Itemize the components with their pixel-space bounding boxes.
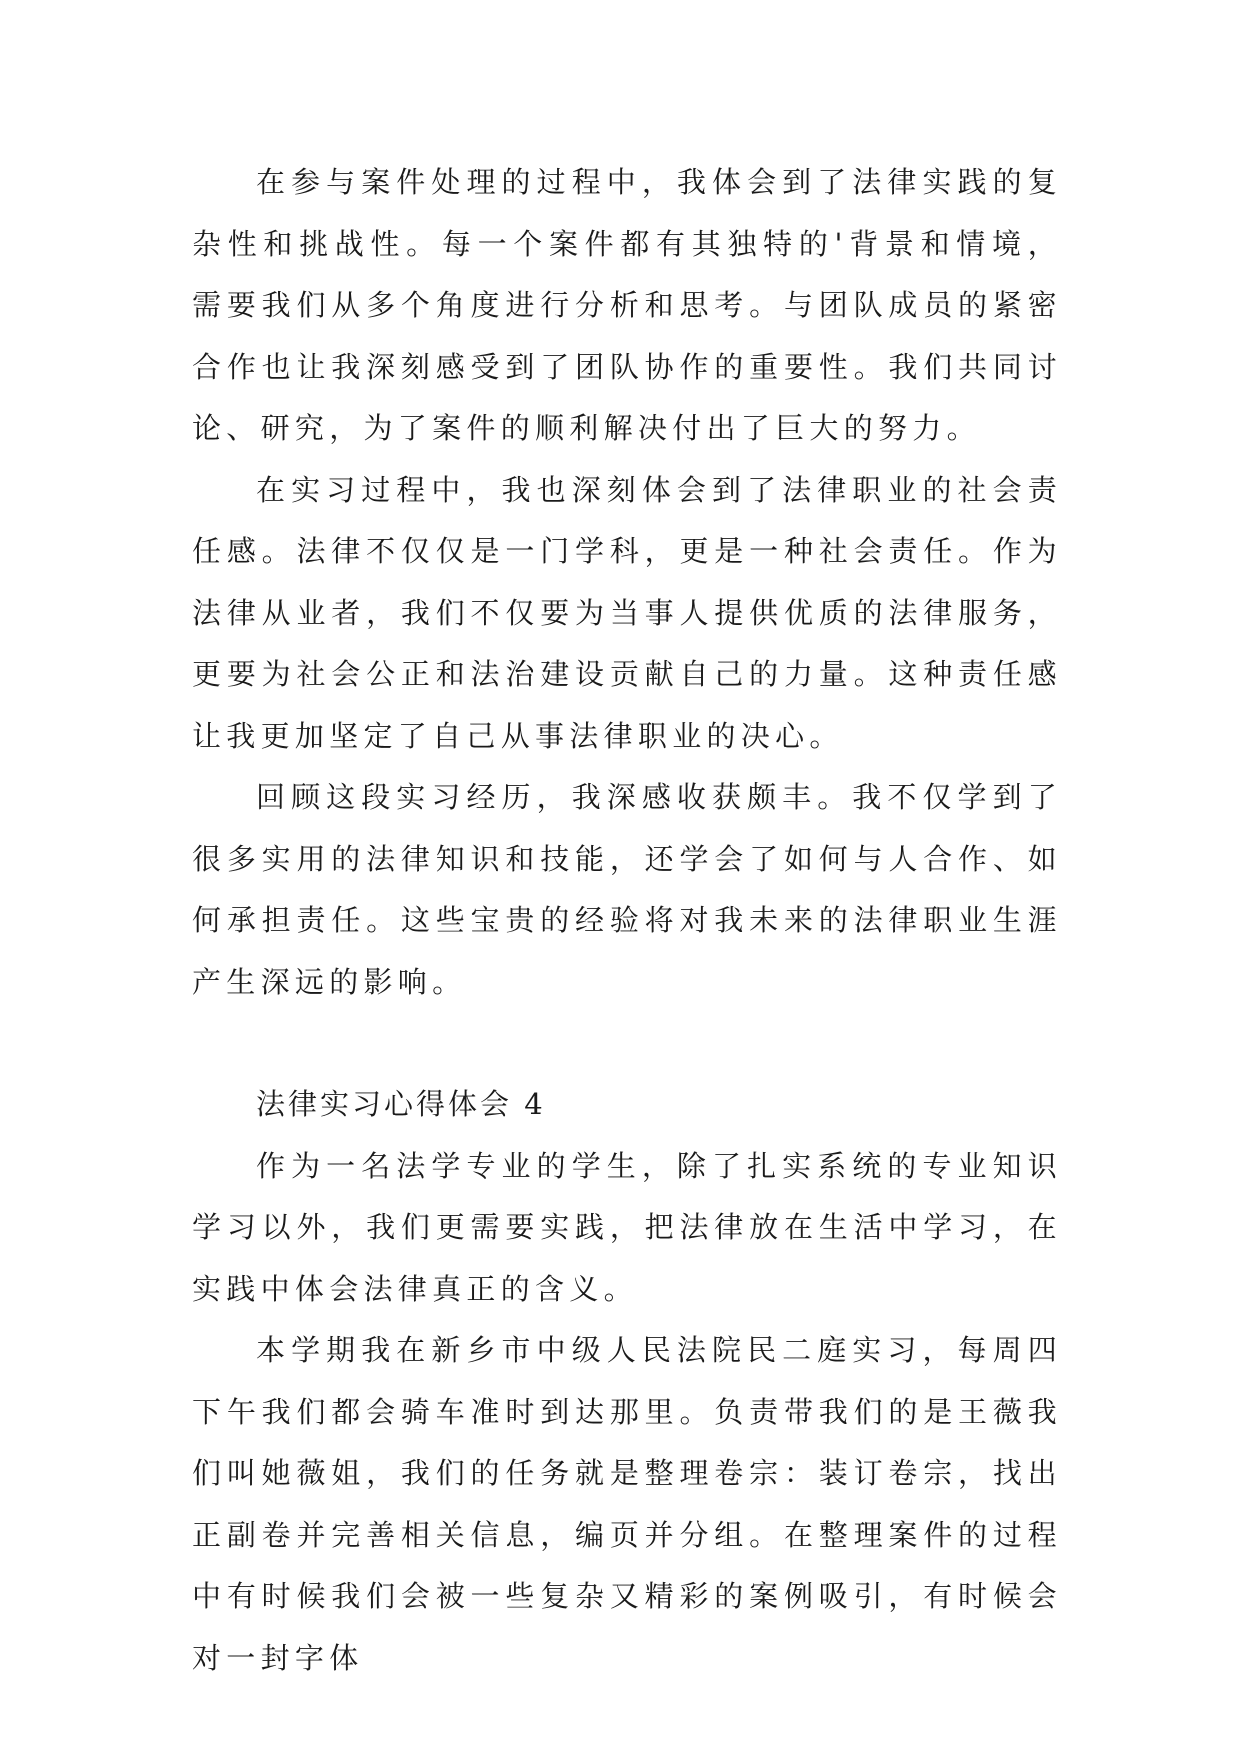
document-body	[192, 152, 1062, 1689]
paragraph-court-internship: 本学期我在新乡市中级人民法院民二庭实习，每周四下午我们都会骑车准时到达那里。负责带我们的是王薇我们叫她薇姐，我们的任务就是整理卷宗：装订卷宗，找出正副卷并完善相关信息，编页并分组。在整理案件的过程中有时候我们会被一些复杂又精彩的案例吸引，有时候会对一封字体	[192, 1333, 1062, 1675]
paragraph-review: 回顾这段实习经历，我深感收获颇丰。我不仅学到了很多实用的法律知识和技能，还学会了如何与人合作、如何承担责任。这些宝贵的经验将对我未来的法律职业生涯产生深远的影响。	[192, 780, 1062, 999]
paragraph-case-handling: 在参与案件处理的过程中，我体会到了法律实践的复杂性和挑战性。每一个案件都有其独特的'背景和情境，需要我们从多个角度进行分析和思考。与团队成员的紧密合作也让我深刻感受到了团队协作的重要性。我们共同讨论、研究，为了案件的顺利解决付出了巨大的努力。	[192, 165, 1062, 445]
paragraph-social-responsibility: 在实习过程中，我也深刻体会到了法律职业的社会责任感。法律不仅仅是一门学科，更是一种社会责任。作为法律从业者，我们不仅要为当事人提供优质的法律服务，更要为社会公正和法治建设贡献自己的力量。这种责任感让我更加坚定了自己从事法律职业的决心。	[192, 472, 1062, 753]
section-title: 法律实习心得体会 4	[256, 1087, 546, 1121]
paragraph-law-student: 作为一名法学专业的学生，除了扎实系统的专业知识学习以外，我们更需要实践，把法律放在生活中学习，在实践中体会法律真正的含义。	[192, 1148, 1062, 1306]
